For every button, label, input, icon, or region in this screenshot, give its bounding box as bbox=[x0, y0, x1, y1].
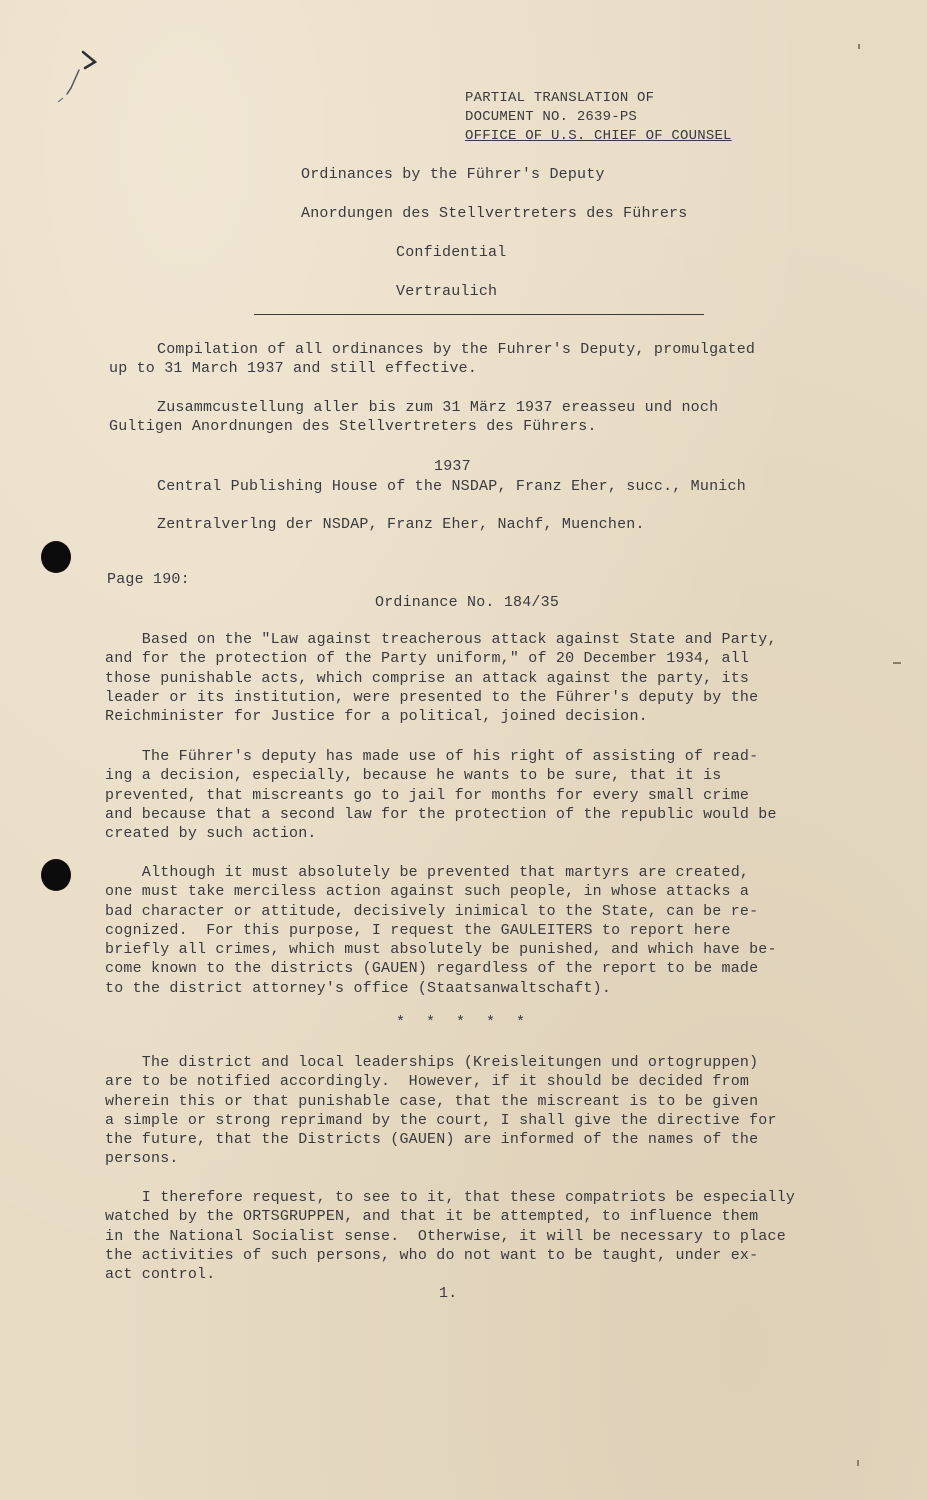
paragraph-line: and for the protection of the Party uniform," of 20 December 1934, all bbox=[105, 650, 750, 668]
paragraph-line: The district and local leaderships (Kreisleitungen und ortogruppen) bbox=[105, 1054, 759, 1071]
paragraph-3 bbox=[105, 863, 845, 998]
paragraph-line: prevented, that miscreants go to jail for months for every small crime bbox=[105, 786, 750, 804]
publisher-de: Zentralverlng der NSDAP, Franz Eher, Nachf, Muenchen. bbox=[157, 516, 645, 533]
paper-speck bbox=[858, 44, 860, 49]
pencil-mark-icon bbox=[55, 48, 105, 108]
page-number: 1. bbox=[439, 1285, 458, 1302]
compilation-en-line-1: Compilation of all ordinances by the Fuhrer's Deputy, promulgated bbox=[157, 341, 756, 358]
paragraph-line: a simple or strong reprimand by the court, I shall give the directive for bbox=[105, 1111, 777, 1129]
paragraph-line: wherein this or that punishable case, that the miscreant is to be given bbox=[105, 1092, 759, 1110]
paragraph-line: the future, that the Districts (GAUEN) are informed of the names of the bbox=[105, 1131, 759, 1149]
ordinance-title: Ordinance No. 184/35 bbox=[375, 594, 560, 611]
punch-hole-top bbox=[41, 541, 71, 573]
section-separator: * * * * * bbox=[395, 1014, 531, 1031]
confidential-de: Vertraulich bbox=[396, 283, 498, 300]
paragraph-line: watched by the ORTSGRUPPEN, and that it be attempted, to influence them bbox=[105, 1208, 759, 1226]
paragraph-line: act control. bbox=[105, 1266, 216, 1284]
paragraph-line: the activities of such persons, who do not want to be taught, under ex- bbox=[105, 1246, 759, 1264]
confidential-en: Confidential bbox=[396, 244, 507, 261]
paper-speck bbox=[857, 1460, 859, 1466]
paragraph-2 bbox=[105, 747, 845, 843]
paragraph-line: created by such action. bbox=[105, 825, 317, 843]
title-divider bbox=[254, 314, 704, 315]
paragraph-line: are to be notified accordingly. However, if it should be decided from bbox=[105, 1073, 750, 1091]
page-reference: Page 190: bbox=[107, 571, 190, 588]
paragraph-line: and because that a second law for the protection of the republic would be bbox=[105, 805, 777, 823]
paragraph-line: to the district attorney's office (Staatsanwaltschaft). bbox=[105, 979, 612, 997]
paragraph-line: Based on the "Law against treacherous attack against State and Party, bbox=[105, 631, 777, 648]
compilation-en-line-2: up to 31 March 1937 and still effective. bbox=[109, 360, 478, 377]
paragraph-line: cognized. For this purpose, I request the GAULEITERS to report here bbox=[105, 921, 731, 939]
paragraph-line: I therefore request, to see to it, that these compatriots be especially bbox=[105, 1189, 796, 1206]
header-line-1: PARTIAL TRANSLATION OF bbox=[465, 90, 655, 106]
paragraph-line: briefly all crimes, which must absolutely be punished, and which have be- bbox=[105, 941, 777, 959]
paragraph-5 bbox=[105, 1188, 845, 1284]
paragraph-line: The Führer's deputy has made use of his right of assisting of read- bbox=[105, 748, 759, 765]
paragraph-line: come known to the districts (GAUEN) regardless of the report to be made bbox=[105, 960, 759, 978]
paragraph-1 bbox=[105, 630, 845, 726]
paragraph-line: Although it must absolutely be prevented that martyrs are created, bbox=[105, 864, 750, 881]
paragraph-line: Reichminister for Justice for a political, joined decision. bbox=[105, 708, 648, 726]
compilation-de-line-1: Zusammcustellung aller bis zum 31 März 1937 ereasseu und noch bbox=[157, 399, 719, 416]
paragraph-line: persons. bbox=[105, 1150, 179, 1168]
publisher-year: 1937 bbox=[434, 458, 471, 475]
paragraph-line: those punishable acts, which comprise an attack against the party, its bbox=[105, 669, 750, 687]
punch-hole-bottom bbox=[41, 859, 71, 891]
paragraph-line: bad character or attitude, decisively inimical to the State, can be re- bbox=[105, 902, 759, 920]
publisher-en: Central Publishing House of the NSDAP, Franz Eher, succ., Munich bbox=[157, 478, 746, 495]
paragraph-4 bbox=[105, 1053, 845, 1169]
header-line-3: OFFICE OF U.S. CHIEF OF COUNSEL bbox=[465, 128, 732, 144]
header-line-2: DOCUMENT NO. 2639-PS bbox=[465, 109, 638, 125]
paragraph-line: in the National Socialist sense. Otherwise, it will be necessary to place bbox=[105, 1227, 786, 1245]
title-english: Ordinances by the Führer's Deputy bbox=[301, 166, 605, 183]
paragraph-line: one must take merciless action against such people, in whose attacks a bbox=[105, 883, 750, 901]
compilation-de-line-2: Gultigen Anordnungen des Stellvertreters des Führers. bbox=[109, 418, 597, 435]
paper-speck bbox=[893, 662, 901, 664]
paragraph-line: ing a decision, especially, because he wants to be sure, that it is bbox=[105, 767, 722, 785]
paragraph-line: leader or its institution, were presented to the Führer's deputy by the bbox=[105, 688, 759, 706]
title-german: Anordungen des Stellvertreters des Führers bbox=[301, 205, 688, 222]
